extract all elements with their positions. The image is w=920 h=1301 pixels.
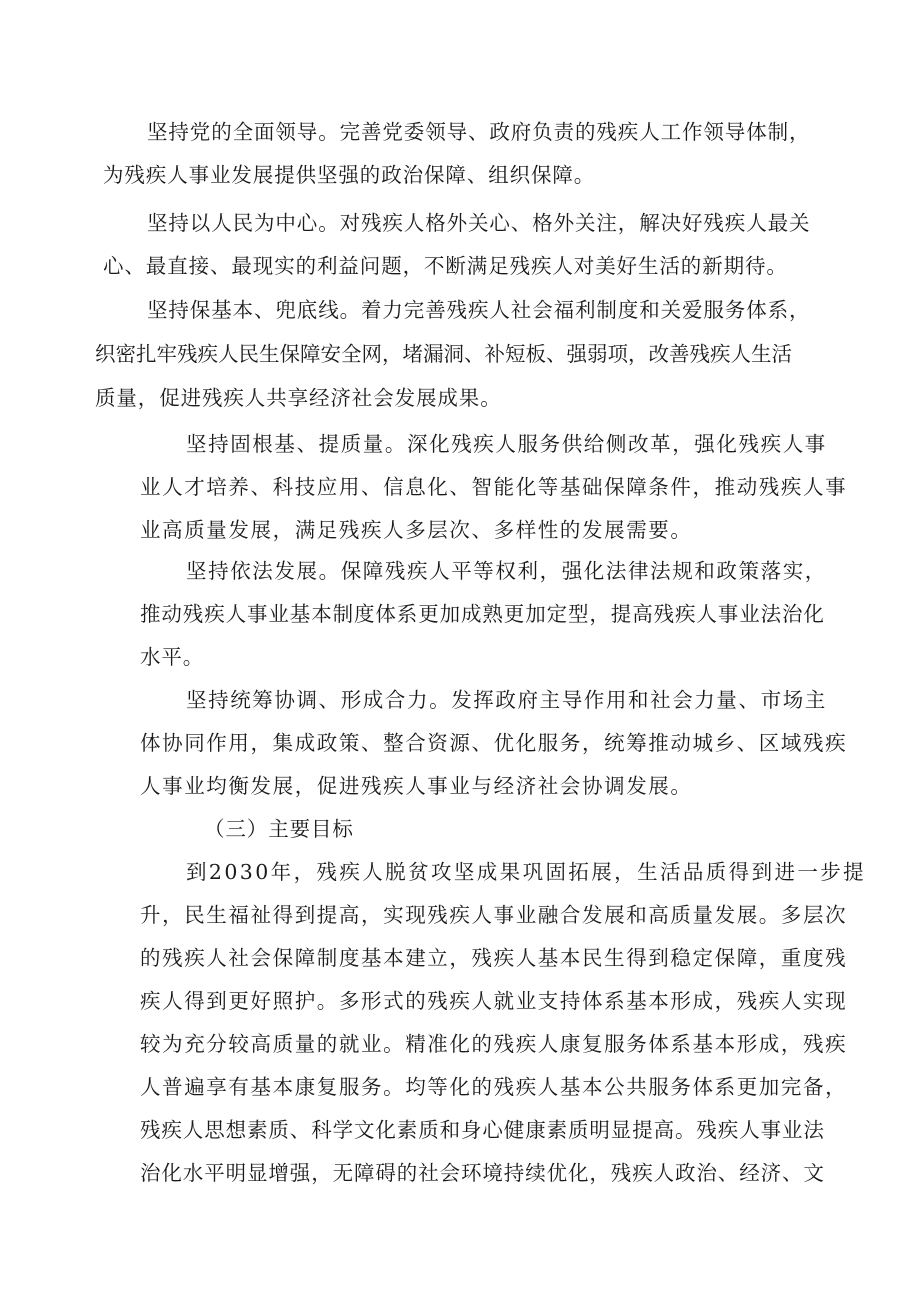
text-line: 治化水平明显增强，无障碍的社会环境持续优化，残疾人政治、经济、文 — [140, 1161, 825, 1185]
text-line: 坚持统筹协调、形成合力。发挥政府主导作用和社会力量、市场主 — [186, 688, 827, 712]
text-line: 人普遍享有基本康复服务。均等化的残疾人基本公共服务体系更加完备， — [140, 1075, 848, 1099]
text-line: 坚持党的全面领导。完善党委领导、政府负责的残疾人工作领导体制， — [147, 120, 811, 144]
text-line: 的残疾人社会保障制度基本建立，残疾人基本民生得到稳定保障，重度残 — [140, 946, 848, 970]
text-line: 坚持依法发展。保障残疾人平等权利，强化法律法规和政策落实， — [186, 559, 827, 583]
text-line: 织密扎牢残疾人民生保障安全网，堵漏洞、补短板、强弱项，改善残疾人生活 — [95, 342, 792, 366]
text-line: 推动残疾人事业基本制度体系更加成熟更加定型，提高残疾人事业法治化 — [140, 602, 825, 626]
text-line: 坚持固根基、提质量。深化残疾人服务供给侧改革，强化残疾人事 — [186, 432, 827, 456]
text-line: 升，民生福祉得到提高，实现残疾人事业融合发展和高质量发展。多层次 — [140, 903, 848, 927]
text-line: 人事业均衡发展，促进残疾人事业与经济社会协调发展。 — [140, 774, 693, 798]
text-line: 业高质量发展，满足残疾人多层次、多样性的发展需要。 — [140, 518, 693, 542]
text-line: 为残疾人事业发展提供坚强的政治保障、组织保障。 — [103, 163, 596, 187]
text-line: 疾人得到更好照护。多形式的残疾人就业支持体系基本形成，残疾人实现 — [140, 989, 848, 1013]
text-line: 体协同作用，集成政策、整合资源、优化服务，统筹推动城乡、区域残疾 — [140, 731, 848, 755]
text-line: 水平。 — [140, 645, 205, 669]
text-line: 残疾人思想素质、科学文化素质和身心健康素质明显提高。残疾人事业法 — [140, 1118, 825, 1142]
text-line: 到2030年，残疾人脱贫攻坚成果巩固拓展，生活品质得到进一步提 — [186, 860, 867, 884]
text-line: 坚持以人民为中心。对残疾人格外关心、格外关注，解决好残疾人最关 — [147, 211, 811, 235]
text-line: 较为充分较高质量的就业。精准化的残疾人康复服务体系基本形成，残疾 — [140, 1032, 848, 1056]
text-line: 坚持保基本、兜底线。着力完善残疾人社会福利制度和关爱服务体系， — [147, 298, 811, 322]
text-line: 业人才培养、科技应用、信息化、智能化等基础保障条件，推动残疾人事 — [140, 475, 848, 499]
heading-text: （三）主要目标 — [204, 817, 354, 841]
text-line: 心、最直接、最现实的利益问题，不断满足残疾人对美好生活的新期待。 — [103, 254, 788, 278]
text-line: 质量，促进残疾人共享经济社会发展成果。 — [95, 386, 502, 410]
